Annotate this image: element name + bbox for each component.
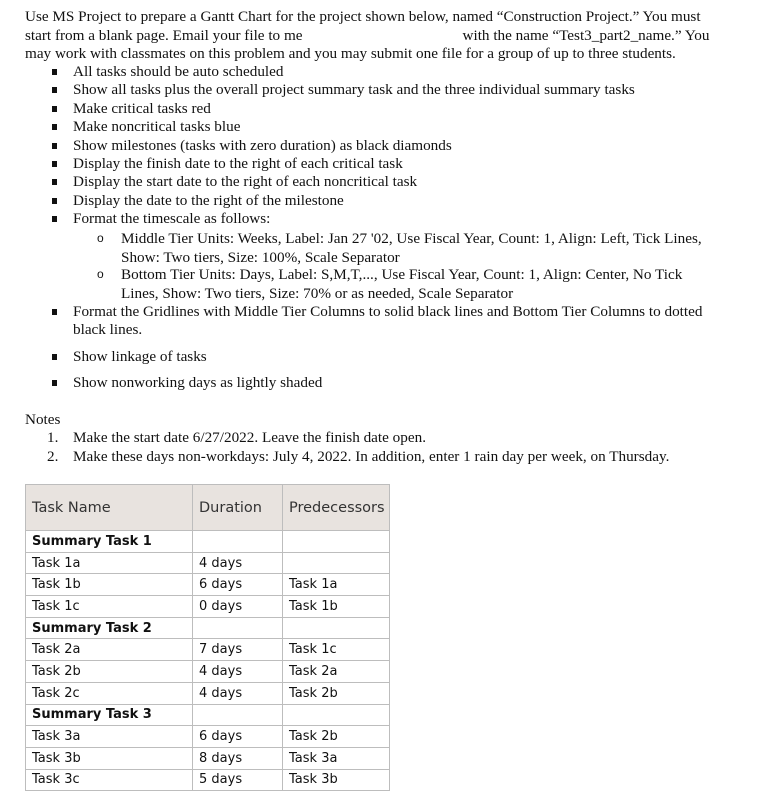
table-row: Task 1a 4 days bbox=[26, 552, 390, 574]
column-header-duration: Duration bbox=[193, 485, 283, 531]
circle-bullet-icon: o bbox=[97, 267, 104, 281]
table-row: Task 3a 6 days Task 2b bbox=[26, 726, 390, 748]
intro-line-1: Use MS Project to prepare a Gantt Chart for the project shown below, named “Construction Project.” You must bbox=[25, 8, 701, 25]
intro-line-2 bbox=[25, 27, 747, 46]
column-header-predecessors: Predecessors bbox=[283, 485, 390, 531]
table-row: Summary Task 2 bbox=[26, 617, 390, 639]
sub-bullet-item: o Bottom Tier Units: Days, Label: S,M,T,..., Use Fiscal Year, Count: 1, Align: Center, No Tick Lines, Show: Two tiers, Size: 70% or as needed, Scale Separator bbox=[97, 266, 683, 302]
bullet-icon bbox=[52, 161, 57, 167]
table-header-row bbox=[26, 485, 390, 531]
bullet-icon bbox=[52, 309, 57, 315]
table-row: Summary Task 1 bbox=[26, 531, 390, 553]
table-row: Summary Task 3 bbox=[26, 704, 390, 726]
column-header-task-name: Task Name bbox=[26, 485, 193, 531]
bullet-icon bbox=[52, 354, 57, 360]
bullet-icon bbox=[52, 87, 57, 93]
table-row: Task 2c 4 days Task 2b bbox=[26, 682, 390, 704]
task-table bbox=[25, 484, 390, 791]
bullet-item: Display the start date to the right of each noncritical task bbox=[73, 173, 748, 191]
table-row: Task 2b 4 days Task 2a bbox=[26, 661, 390, 683]
intro-line-2a: start from a blank page. Email your file to me bbox=[25, 26, 303, 44]
intro-paragraph bbox=[25, 8, 747, 64]
bullet-item: Show nonworking days as lightly shaded bbox=[73, 374, 748, 392]
note-item: 2. Make these days non-workdays: July 4, 2022. In addition, enter 1 rain day per week, on Thursday. bbox=[47, 448, 670, 465]
table-row: Task 3b 8 days Task 3a bbox=[26, 747, 390, 769]
intro-line-2b: with the name “Test3_part2_name.” You bbox=[462, 26, 710, 44]
bullet-item: Show linkage of tasks bbox=[73, 348, 748, 366]
bullet-item: Format the Gridlines with Middle Tier Columns to solid black lines and Bottom Tier Columns to dotted black lines. bbox=[73, 303, 748, 340]
table-row: Task 2a 7 days Task 1c bbox=[26, 639, 390, 661]
bullet-icon bbox=[52, 198, 57, 204]
table-row: Task 1c 0 days Task 1b bbox=[26, 596, 390, 618]
bullet-item: All tasks should be auto scheduled bbox=[73, 63, 748, 81]
table-row: Task 3c 5 days Task 3b bbox=[26, 769, 390, 791]
note-item: 1. Make the start date 6/27/2022. Leave the finish date open. bbox=[47, 429, 426, 446]
bullet-icon bbox=[52, 216, 57, 222]
circle-bullet-icon: o bbox=[97, 231, 104, 245]
notes-heading: Notes bbox=[25, 411, 61, 428]
intro-line-3: may work with classmates on this problem and you may submit one file for a group of up to three students. bbox=[25, 45, 676, 62]
bullet-item: Make noncritical tasks blue bbox=[73, 118, 748, 136]
bullet-item: Show milestones (tasks with zero duration) as black diamonds bbox=[73, 137, 748, 155]
bullet-icon bbox=[52, 106, 57, 112]
bullet-icon bbox=[52, 179, 57, 185]
sub-bullet-item: o Middle Tier Units: Weeks, Label: Jan 27 '02, Use Fiscal Year, Count: 1, Align: Left, Tick Lines, Show: Two tiers, Size: 100%, Scale Separator bbox=[97, 230, 702, 266]
bullet-icon bbox=[52, 143, 57, 149]
bullet-icon bbox=[52, 69, 57, 75]
table-row: Task 1b 6 days Task 1a bbox=[26, 574, 390, 596]
bullet-icon bbox=[52, 124, 57, 130]
bullet-icon bbox=[52, 380, 57, 386]
bullet-item: Display the date to the right of the milestone bbox=[73, 192, 748, 210]
bullet-item: Display the finish date to the right of each critical task bbox=[73, 155, 748, 173]
bullet-item: Format the timescale as follows: bbox=[73, 210, 748, 228]
bullet-item: Show all tasks plus the overall project summary task and the three individual summary tasks bbox=[73, 81, 748, 99]
bullet-item: Make critical tasks red bbox=[73, 100, 748, 118]
